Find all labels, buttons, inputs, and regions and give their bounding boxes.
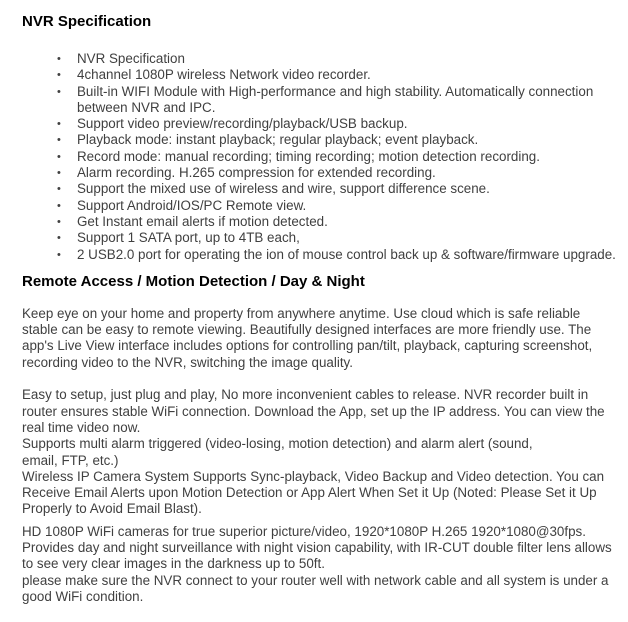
text-line: Supports multi alarm triggered (video-losing, motion detection) and alarm alert (sound,: [22, 436, 533, 452]
bullet-icon: •: [57, 215, 61, 228]
bullet-icon: •: [57, 150, 61, 163]
text-line: Properly to Avoid Email Blast).: [22, 501, 202, 517]
bullet-icon: •: [57, 183, 61, 196]
text-line: email, FTP, etc.): [22, 452, 119, 468]
text-line: Support Android/IOS/PC Remote view.: [77, 197, 307, 213]
bullet-item: [22, 149, 628, 165]
text-line: Receive Email Alerts upon Motion Detection or App Alert When Set it Up (Noted: Please Set it Up: [22, 485, 597, 501]
text-line: please make sure the NVR connect to your router well with network cable and all system is under a: [22, 572, 609, 588]
bullet-text: [77, 84, 628, 117]
text-line: Built-in WIFI Module with High-performance and high stability. Automatically connection: [77, 83, 594, 99]
text-line: Wireless IP Camera System Supports Sync-playback, Video Backup and Video detection. You can: [22, 468, 605, 484]
text-line: NVR Specification: [77, 51, 185, 66]
text-line: 2 USB2.0 port for operating the ion of mouse control back up & software/firmware upgrade.: [77, 246, 616, 262]
bullet-item: [22, 84, 628, 117]
bullet-text: [77, 181, 628, 197]
bullet-text: [77, 214, 628, 230]
paragraph: [22, 306, 628, 371]
bullet-item: [22, 132, 628, 148]
bullet-icon: •: [57, 53, 61, 65]
text-line: recording video to the NVR, switching the image quality.: [22, 354, 353, 370]
bullet-text: [77, 198, 628, 214]
text-line: app's Live View interface includes options for controlling pan/tilt, playback, capturing screenshot,: [22, 338, 593, 354]
bullet-text: [77, 230, 628, 246]
text-line: Record mode: manual recording; timing recording; motion detection recording.: [77, 148, 540, 164]
bullet-icon: •: [57, 232, 61, 245]
bullet-item: [22, 116, 628, 132]
text-line: between NVR and IPC.: [77, 99, 216, 115]
bullet-icon: •: [57, 167, 61, 180]
paragraph: [22, 524, 628, 605]
bullet-text: [77, 116, 628, 132]
bullet-icon: •: [57, 85, 61, 98]
bullet-icon: •: [57, 69, 61, 82]
bullet-text: [77, 247, 628, 263]
section-heading-remote-access: Remote Access / Motion Detection / Day & Night: [22, 272, 365, 290]
bullet-text: [77, 51, 628, 67]
text-line: HD 1080P WiFi cameras for true superior picture/video, 1920*1080P H.265 1920*1080@30fps.: [22, 523, 586, 539]
section-heading-nvr-specification: NVR Specification: [22, 13, 152, 30]
text-line: Playback mode: instant playback; regular playback; event playback.: [77, 132, 479, 148]
text-line: Easy to setup, just plug and play, No more inconvenient cables to release. NVR recorder built in: [22, 387, 589, 403]
spec-bullet-list: [22, 51, 628, 263]
bullet-text: [77, 132, 628, 148]
text-line: Support 1 SATA port, up to 4TB each,: [77, 230, 300, 246]
paragraph: [22, 387, 628, 517]
text-line: Alarm recording. H.265 compression for extended recording.: [77, 165, 436, 181]
bullet-text: [77, 149, 628, 165]
bullet-text: [77, 67, 628, 83]
bullet-item: [22, 165, 628, 181]
text-line: 4channel 1080P wireless Network video recorder.: [77, 67, 371, 83]
text-line: stable can be easy to remote viewing. Beautifully designed interfaces are more friendly use. The: [22, 322, 592, 338]
bullet-icon: •: [57, 118, 61, 131]
bullet-item: [22, 181, 628, 197]
bullet-icon: •: [57, 199, 61, 212]
bullet-item: [22, 247, 628, 263]
text-line: Support video preview/recording/playback/USB backup.: [77, 116, 408, 132]
text-line: Keep eye on your home and property from anywhere anytime. Use cloud which is safe reliable: [22, 305, 581, 321]
bullet-text: [77, 165, 628, 181]
bullet-item: [22, 230, 628, 246]
bullet-item: [22, 51, 628, 67]
remote-paragraphs: [22, 306, 628, 605]
text-line: real time video now.: [22, 419, 141, 435]
bullet-item: [22, 67, 628, 83]
bullet-item: [22, 198, 628, 214]
bullet-icon: •: [57, 248, 61, 261]
text-line: to see very clear images in the darkness up to 50ft.: [22, 556, 325, 572]
text-line: Get Instant email alerts if motion detected.: [77, 213, 328, 229]
text-line: good WiFi condition.: [22, 588, 144, 604]
bullet-icon: •: [57, 134, 61, 147]
text-line: router ensures stable WiFi connection. Download the App, set up the IP address. You can view the: [22, 403, 605, 419]
text-line: Provides day and night surveillance with night vision capability, with IR-CUT double filter lens allows: [22, 540, 612, 556]
bullet-item: [22, 214, 628, 230]
text-line: Support the mixed use of wireless and wire, support difference scene.: [77, 181, 490, 197]
